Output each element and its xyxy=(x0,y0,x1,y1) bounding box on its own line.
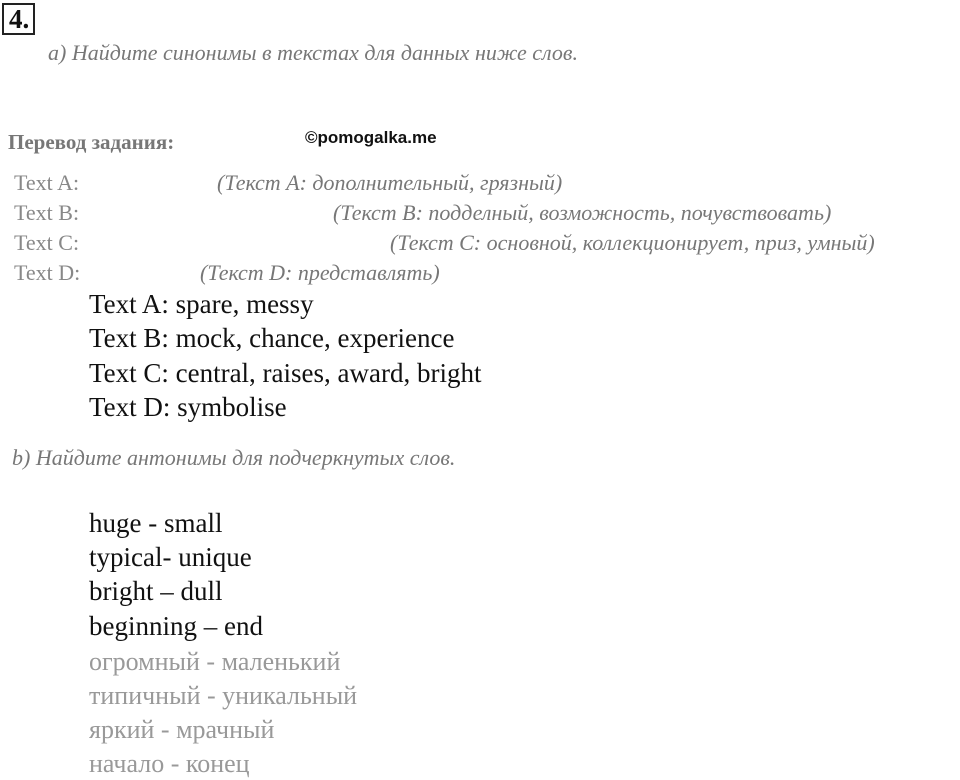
antonym-en-3: bright – dull xyxy=(89,576,223,606)
antonym-ru-2: типичный - уникальный xyxy=(89,681,358,710)
watermark: ©pomogalka.me xyxy=(305,128,437,147)
exercise-number: 4. xyxy=(2,3,35,35)
text-d-translation: (Текст D: представлять) xyxy=(200,260,440,285)
antonym-en-4: beginning – end xyxy=(89,611,263,641)
antonym-ru-1: огромный - маленький xyxy=(89,647,341,676)
antonym-ru-4: начало - конец xyxy=(89,749,250,778)
answer-text-b: Text B: mock, chance, experience xyxy=(89,323,455,353)
text-a-translation: (Текст А: дополнительный, грязный) xyxy=(217,170,563,195)
task-a-instruction: а) Найдите синонимы в текстах для данных ниже слов. xyxy=(48,40,578,65)
text-a-label: Text A: xyxy=(14,170,80,195)
antonym-en-1: huge - small xyxy=(89,508,223,538)
antonym-en-2: typical- unique xyxy=(89,542,252,572)
text-c-translation: (Текст С: основной, коллекционирует, приз, умный) xyxy=(390,230,875,255)
text-b-label: Text B: xyxy=(14,200,80,225)
answer-text-d: Text D: symbolise xyxy=(89,392,287,422)
text-d-label: Text D: xyxy=(14,260,81,285)
text-c-label: Text C: xyxy=(14,230,80,255)
text-b-translation: (Текст В: подделный, возможность, почувствовать) xyxy=(333,200,832,225)
translation-heading: Перевод задания: xyxy=(8,130,175,154)
antonym-ru-3: яркий - мрачный xyxy=(89,715,275,744)
answer-text-a: Text A: spare, messy xyxy=(89,289,314,319)
answer-text-c: Text C: central, raises, award, bright xyxy=(89,358,482,388)
task-b-instruction: b) Найдите антонимы для подчеркнутых слов. xyxy=(12,445,456,470)
